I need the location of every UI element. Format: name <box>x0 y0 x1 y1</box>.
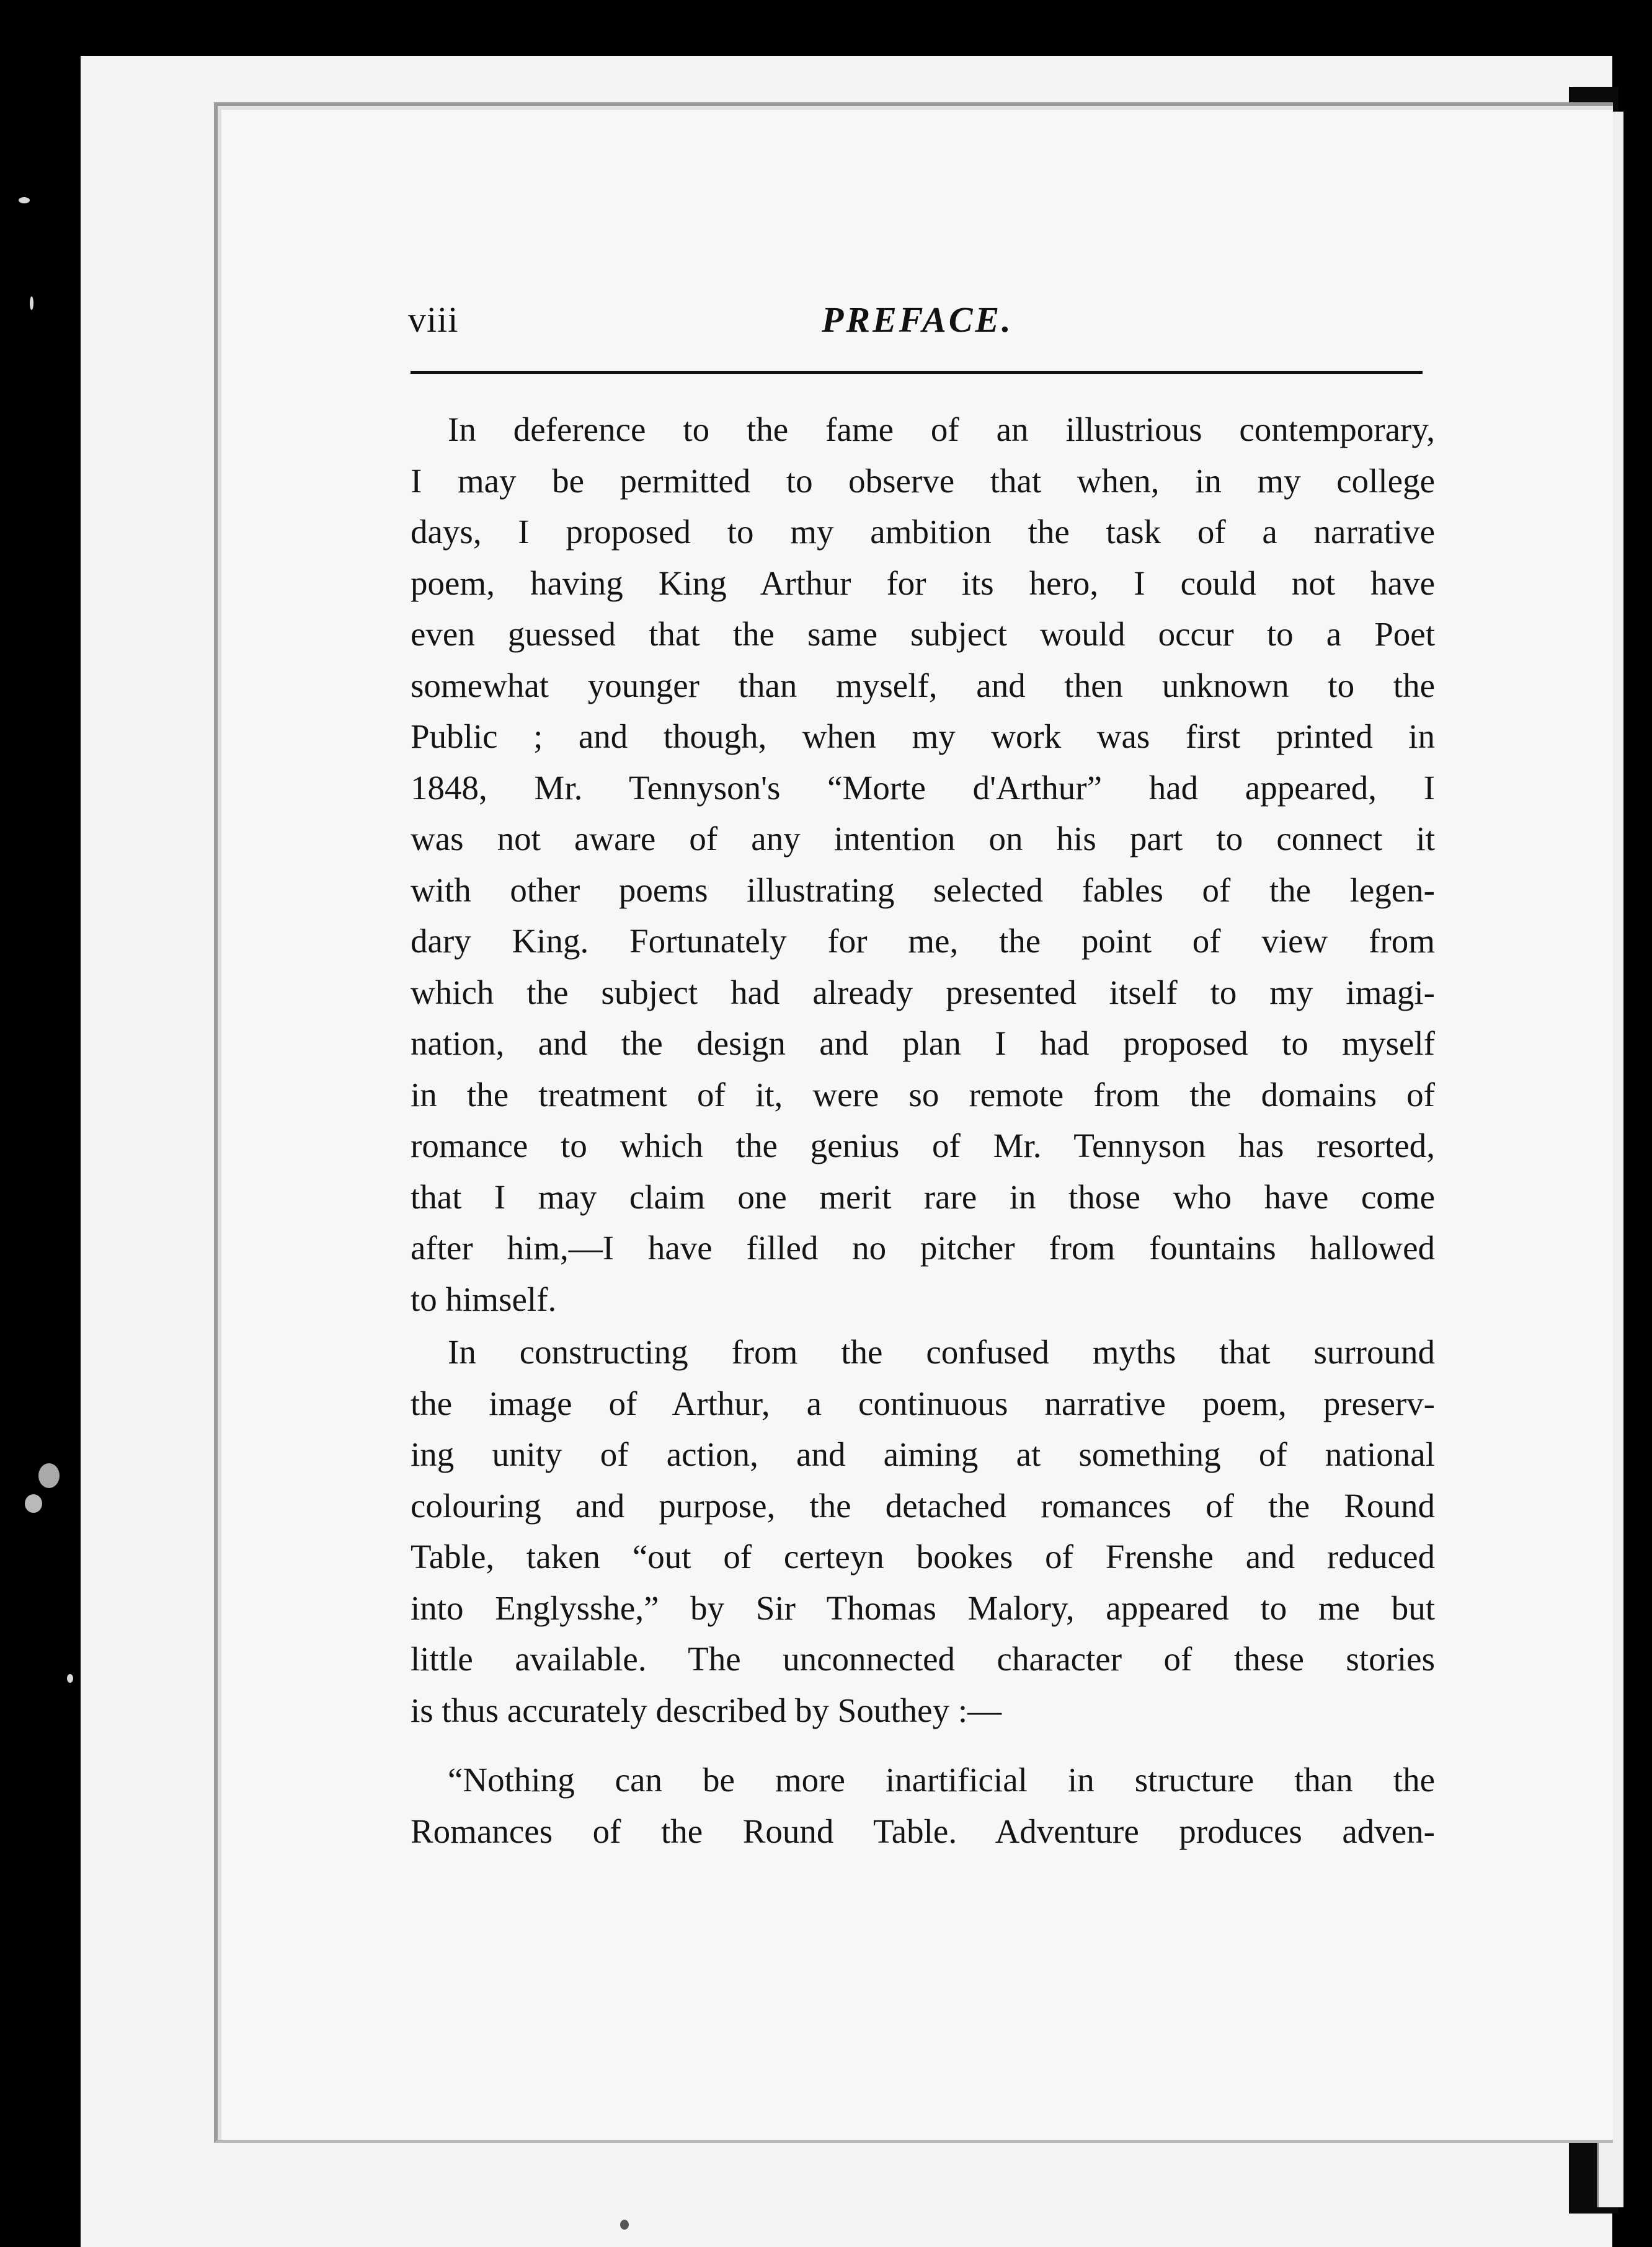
text-line: ing unity of action, and aiming at something of national <box>411 1435 1435 1473</box>
paragraph-deference <box>411 404 1435 1325</box>
paragraph-southey-quote <box>411 1755 1435 1857</box>
scan-speck <box>38 1463 60 1488</box>
text-line: into Englysshe,” by Sir Thomas Malory, appeared to me but <box>411 1589 1435 1627</box>
text-line: is thus accurately described by Southey :— <box>411 1691 1002 1729</box>
text-line: even guessed that the same subject would occur to a Poet <box>411 615 1435 653</box>
text-line: with other poems illustrating selected fables of the legen- <box>411 871 1435 909</box>
text-line: that I may claim one merit rare in those who have come <box>411 1177 1435 1216</box>
text-line: poem, having King Arthur for its hero, I could not have <box>411 564 1435 602</box>
text-line: In deference to the fame of an illustrious contemporary, <box>448 410 1435 448</box>
text-line: romance to which the genius of Mr. Tennyson has resorted, <box>411 1127 1435 1164</box>
text-line: in the treatment of it, were so remote from the domains of <box>411 1075 1435 1114</box>
scan-speck <box>30 296 33 310</box>
running-head-title: PREFACE. <box>822 299 1013 340</box>
text-line: days, I proposed to my ambition the task of a narrative <box>411 513 1435 551</box>
text-line: I may be permitted to observe that when, in my college <box>411 461 1435 500</box>
text-line: which the subject had already presented itself to my imagi- <box>411 973 1435 1011</box>
text-line: Public ; and though, when my work was first printed in <box>411 717 1435 755</box>
scan-speck <box>67 1674 73 1683</box>
text-line: was not aware of any intention on his part to connect it <box>411 820 1435 858</box>
scan-speck <box>620 2220 629 2230</box>
text-line: colouring and purpose, the detached romances of the Round <box>411 1486 1435 1525</box>
text-line: dary King. Fortunately for me, the point of view from <box>411 922 1435 960</box>
text-line: after him,—I have filled no pitcher from fountains hallowed <box>411 1229 1435 1267</box>
text-line: Romances of the Round Table. Adventure produces adven- <box>411 1812 1435 1850</box>
scan-speck <box>19 197 30 203</box>
text-line: 1848, Mr. Tennyson's “Morte d'Arthur” had appeared, I <box>411 768 1435 807</box>
text-line: the image of Arthur, a continuous narrative poem, preserv- <box>411 1384 1435 1422</box>
text-line: somewhat younger than myself, and then unknown to the <box>411 666 1435 704</box>
text-line: nation, and the design and plan I had proposed to myself <box>411 1024 1435 1062</box>
text-line: little available. The unconnected character of these stories <box>411 1640 1435 1678</box>
page-number: viii <box>408 299 459 340</box>
scan-speck <box>25 1494 42 1513</box>
paragraph-constructing <box>411 1327 1435 1736</box>
text-line: Table, taken “out of certeyn bookes of Frenshe and reduced <box>411 1538 1435 1576</box>
text-line: to himself. <box>411 1280 557 1318</box>
sheet-bottom <box>81 2207 1569 2247</box>
header-rule <box>411 371 1423 374</box>
text-line: “Nothing can be more inartificial in structure than the <box>448 1761 1435 1799</box>
text-line: In constructing from the confused myths that surround <box>448 1333 1435 1371</box>
